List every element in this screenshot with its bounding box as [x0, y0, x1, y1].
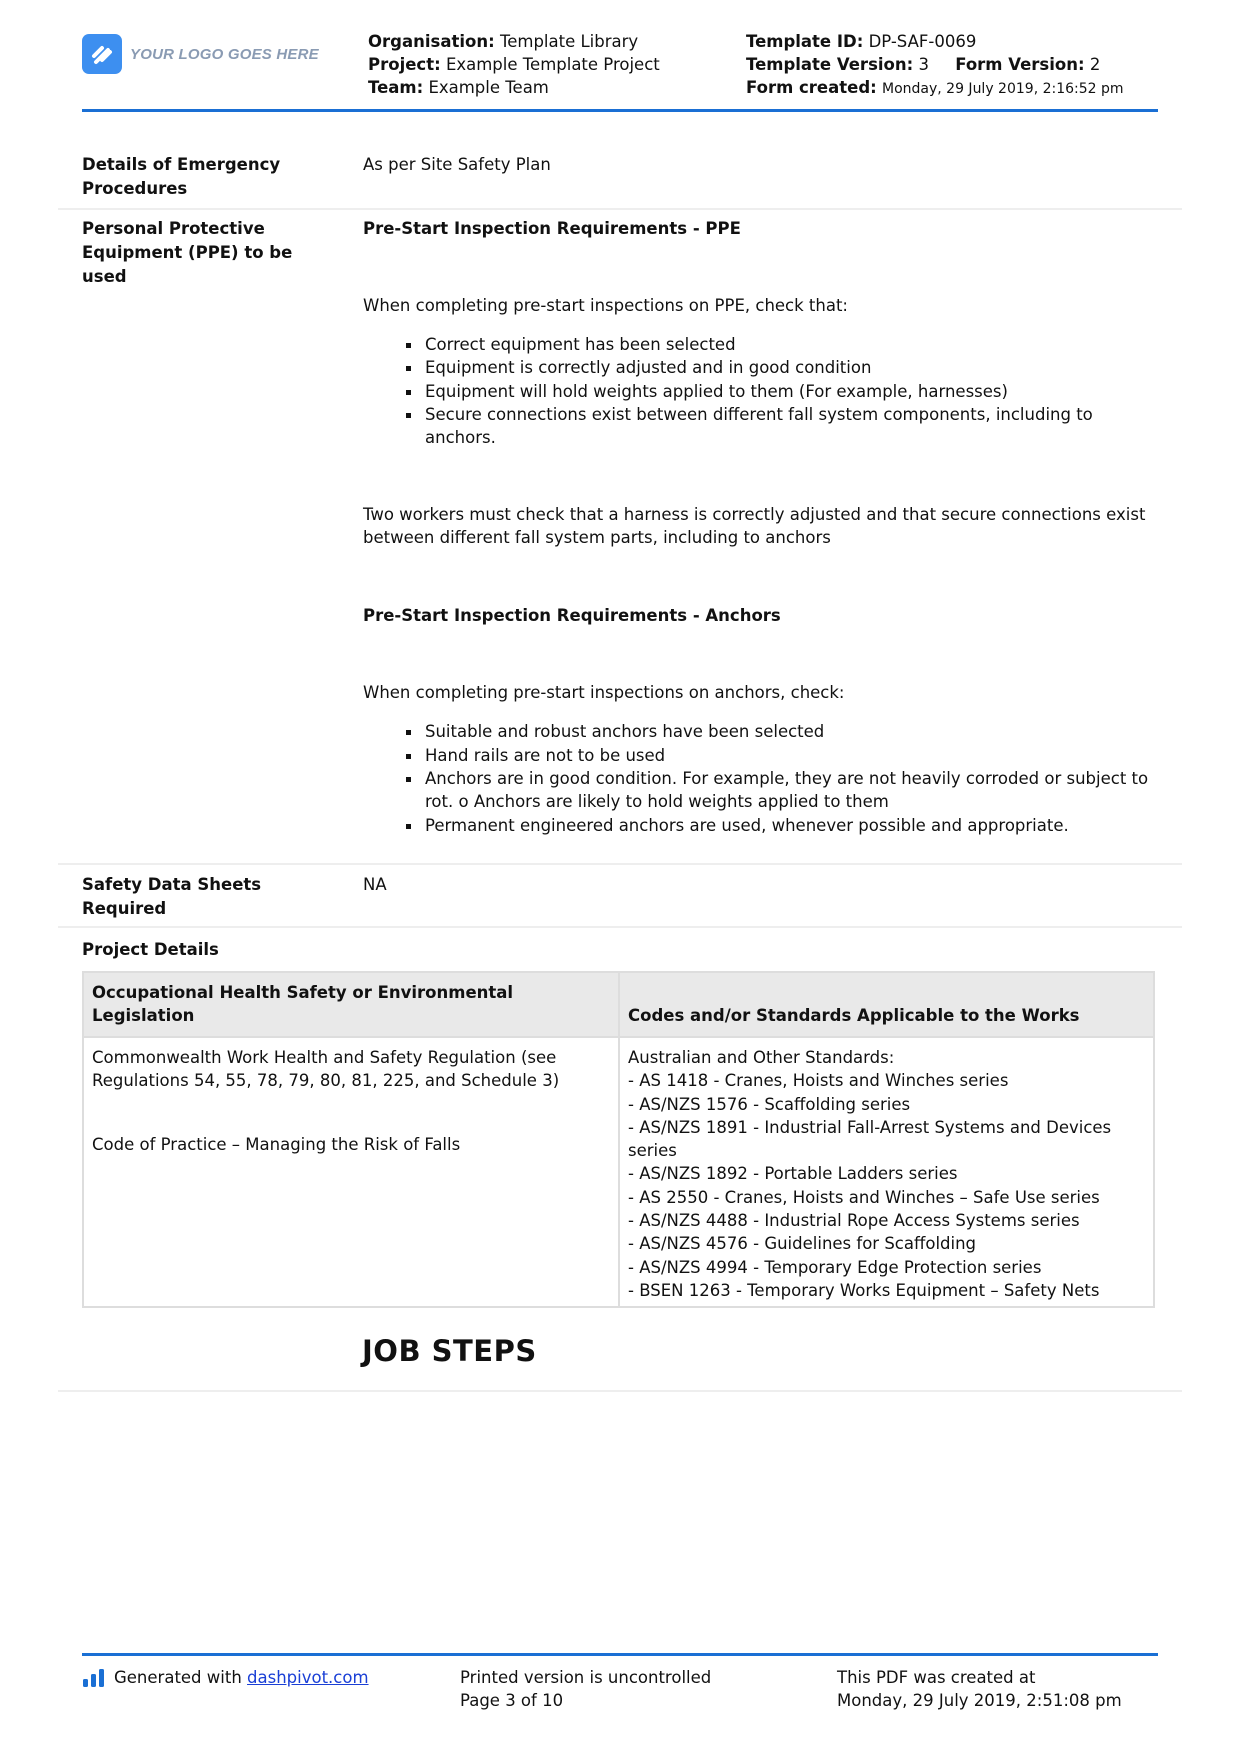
form-created-line: Form created: Monday, 29 July 2019, 2:16:52 pm [746, 78, 1124, 97]
standards-line: Australian and Other Standards: [628, 1048, 895, 1067]
list-item: Anchors are in good condition. For example, they are not heavily corroded or subject to rot. o Anchors are likely to hold weights applied to them [425, 767, 1163, 814]
footer-created [837, 1666, 1122, 1712]
row-divider [58, 926, 1182, 928]
standards-line: - AS/NZS 4576 - Guidelines for Scaffolding [628, 1234, 977, 1254]
standards-line: - AS 2550 - Cranes, Hoists and Winches – Safe Use series [628, 1187, 1100, 1207]
organisation-line: Organisation: Template Library [368, 32, 639, 51]
list-item: Secure connections exist between different fall system components, including to anchors. [425, 403, 1163, 450]
list-item: Equipment is correctly adjusted and in good condition [425, 356, 1163, 379]
header-divider [82, 109, 1158, 112]
section-divider [58, 1390, 1182, 1392]
anchors-heading: Pre-Start Inspection Requirements - Anchors [363, 606, 781, 626]
field-label: Personal Protective Equipment (PPE) to be used [82, 219, 293, 286]
logo-text: YOUR LOGO GOES HERE [130, 45, 319, 63]
legislation-regulation: Commonwealth Work Health and Safety Regulation (see Regulations 54, 55, 78, 79, 80, 81, 225, and Schedule 3) [92, 1048, 560, 1091]
two-workers-note: Two workers must check that a harness is correctly adjusted and that secure connections exist between different fall system parts, including to anchors [363, 505, 1146, 548]
ppe-heading: Pre-Start Inspection Requirements - PPE [363, 219, 741, 238]
standards-line: - AS 1418 - Cranes, Hoists and Winches series [628, 1071, 1009, 1091]
field-label: Safety Data Sheets Required [82, 875, 262, 918]
table-header-standards: Codes and/or Standards Applicable to the Works [628, 1006, 1080, 1025]
created-timestamp: Monday, 29 July 2019, 2:51:08 pm [837, 1691, 1122, 1710]
job-steps-heading: JOB STEPS [362, 1334, 537, 1368]
page-number: Page 3 of 10 [460, 1691, 564, 1710]
row-divider [58, 208, 1182, 210]
bar-chart-icon [82, 1668, 106, 1688]
anchors-checklist [363, 720, 1163, 836]
standards-line: - AS/NZS 4994 - Temporary Edge Protection series [628, 1257, 1042, 1277]
anchors-intro: When completing pre-start inspections on anchors, check: [363, 683, 845, 703]
ppe-checklist [363, 333, 1163, 449]
list-item: Suitable and robust anchors have been selected [425, 720, 1163, 743]
ppe-intro: When completing pre-start inspections on PPE, check that: [363, 296, 848, 315]
team-line: Team: Example Team [368, 78, 549, 97]
table-column-divider [618, 973, 620, 1306]
footer-generated: Generated with dashpivot.com [82, 1666, 369, 1689]
field-label: Details of Emergency Procedures [82, 155, 281, 198]
page-header [82, 28, 1162, 108]
template-id-line: Template ID: DP-SAF-0069 [746, 32, 977, 51]
standards-line: - AS/NZS 4488 - Industrial Rope Access Systems series [628, 1211, 1080, 1231]
header-template-info [746, 30, 1124, 101]
list-item: Correct equipment has been selected [425, 333, 1163, 356]
standards-line: - AS/NZS 1892 - Portable Ladders series [628, 1164, 958, 1184]
footer-divider [82, 1653, 1158, 1656]
field-value: As per Site Safety Plan [363, 155, 551, 174]
logo-mark-icon [82, 34, 122, 74]
footer-page-info [460, 1666, 711, 1712]
table-header-legislation: Occupational Health Safety or Environmental Legislation [92, 983, 514, 1025]
project-details-title: Project Details [82, 940, 219, 959]
dashpivot-link[interactable]: dashpivot.com [247, 1668, 369, 1687]
version-line: Template Version: 3 Form Version: 2 [746, 55, 1101, 74]
company-logo [82, 34, 319, 74]
project-details-table [82, 971, 1155, 1308]
list-item: Equipment will hold weights applied to them (For example, harnesses) [425, 380, 1163, 403]
table-cell-standards [628, 1046, 1150, 1302]
legislation-code-of-practice: Code of Practice – Managing the Risk of Falls [92, 1134, 461, 1154]
header-project-info [368, 30, 660, 99]
list-item: Permanent engineered anchors are used, whenever possible and appropriate. [425, 814, 1163, 837]
project-line: Project: Example Template Project [368, 55, 660, 74]
created-label: This PDF was created at [837, 1668, 1036, 1687]
list-item: Hand rails are not to be used [425, 744, 1163, 767]
field-value: NA [363, 875, 387, 894]
table-cell-legislation [92, 1046, 602, 1156]
standards-line: - BSEN 1263 - Temporary Works Equipment – Safety Nets [628, 1280, 1100, 1300]
standards-line: - AS/NZS 1891 - Industrial Fall-Arrest Systems and Devices series [628, 1117, 1112, 1161]
row-divider [58, 863, 1182, 865]
standards-line: - AS/NZS 1576 - Scaffolding series [628, 1094, 911, 1114]
field-value [363, 217, 1163, 837]
uncontrolled-notice: Printed version is uncontrolled [460, 1668, 712, 1687]
